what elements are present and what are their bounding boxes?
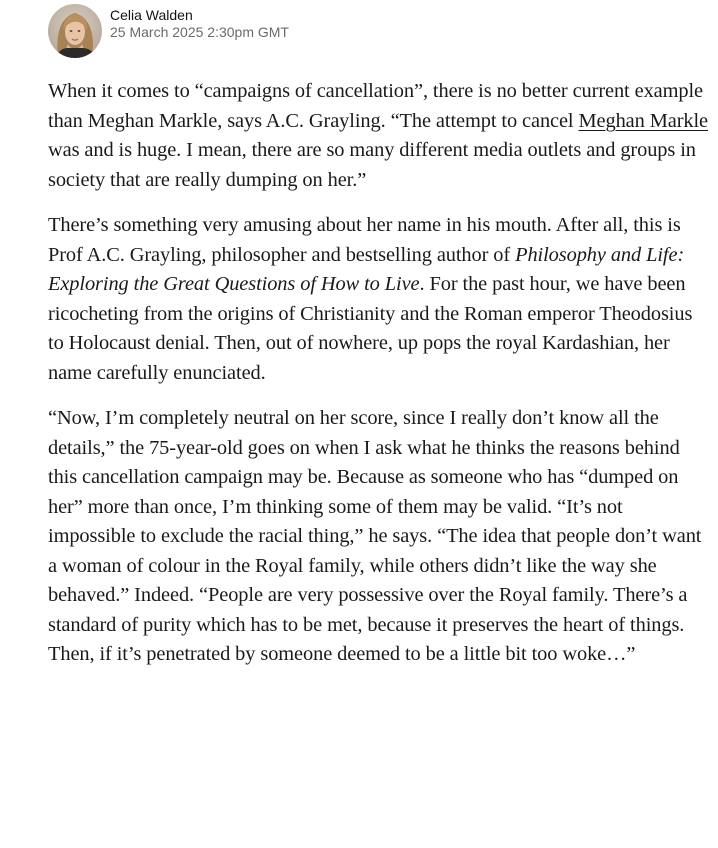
paragraph-2-text-b: . For the past hour, we have been ricocheting from the origins of Christianity and the Roman emperor Theodosius to Holocaust denial. Then, out of nowhere, up pops the royal Kardashian, her name carefully enunciated. [48,273,693,384]
author-name[interactable]: Celia Walden [110,7,193,23]
book-title: Philosophy and Life: Exploring the Great Questions of How to Live [48,243,685,295]
article-body [48,77,708,686]
publish-date: 25 March 2025 2:30pm GMT [110,24,289,40]
paragraph-2 [48,211,708,388]
paragraph-1-text-b: was and is huge. I mean, there are so many different media outlets and groups in society that are really dumping on her.” [48,139,696,191]
meghan-markle-link[interactable]: Meghan Markle [578,109,708,132]
paragraph-3: “Now, I’m completely neutral on her score, since I really don’t know all the details,” the 75-year-old goes on when I ask what he thinks the reasons behind this cancellation campaign may be. Because as someone who has “dumped on her” more than once, I’m thinking some of them may be valid. “It’s not impossible to exclude the racial thing,” he says. “The idea that people don’t want a woman of colour in the Royal family, while others didn’t like the way she behaved.” Indeed. “People are very possessive over the Royal family. There’s a standard of purity which has to be met, because it preserves the heart of things. Then, if it’s penetrated by someone deemed to be a little bit too woke…” [48,407,702,665]
author-photo-icon [48,4,102,58]
paragraph-2-text-a: There’s something very amusing about her name in his mouth. After all, this is Prof A.C. Grayling, philosopher and bestselling author of [48,214,681,266]
paragraph-1 [48,77,708,195]
author-avatar[interactable] [48,4,102,58]
paragraph-1-text-a: When it comes to “campaigns of cancellation”, there is no better current example than Meghan Markle, says A.C. Grayling. “The attempt to cancel [48,80,703,132]
author-byline [48,4,289,64]
